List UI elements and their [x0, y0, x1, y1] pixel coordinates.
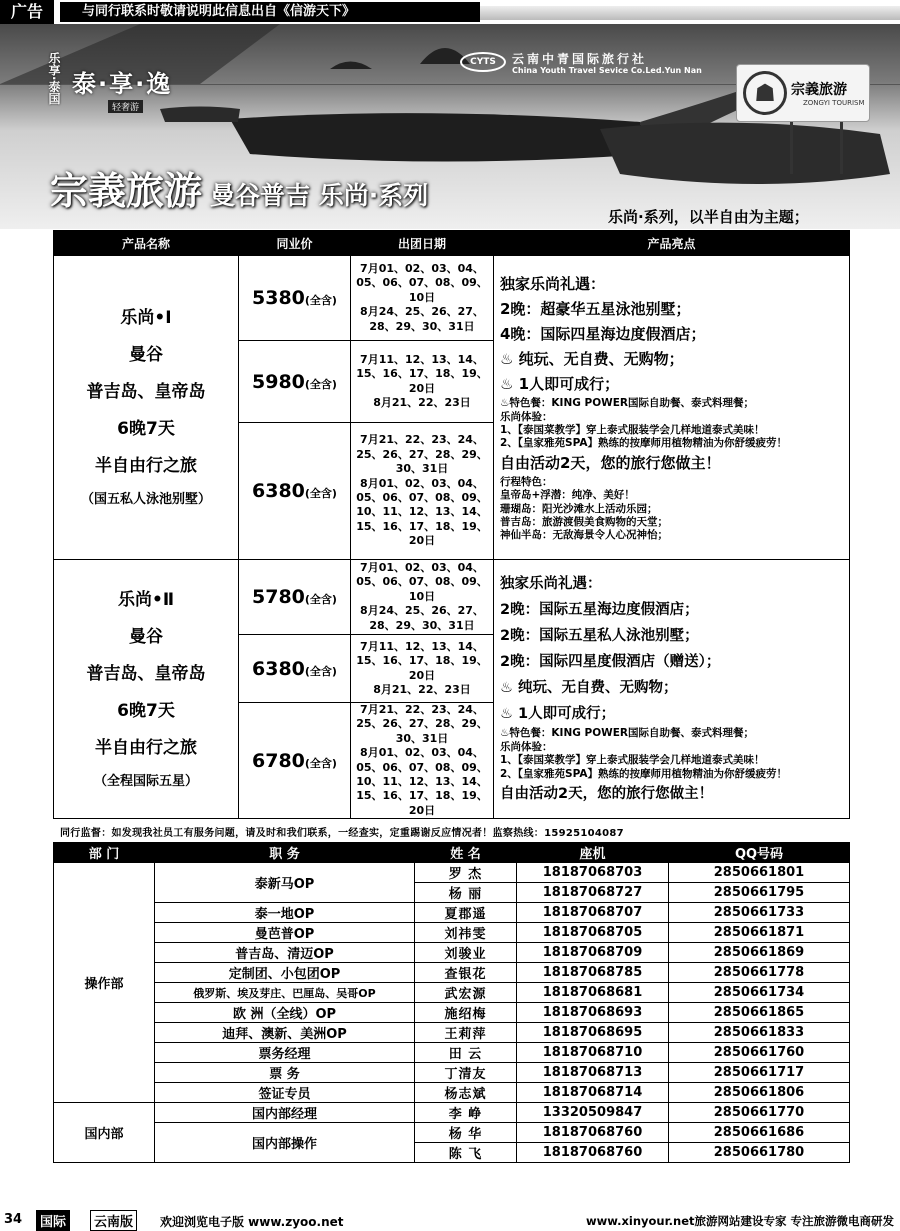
- highlight-line: 2晚：超豪华五星泳池别墅；: [500, 300, 691, 319]
- product-table-header: [54, 231, 850, 256]
- header-qq: QQ号码: [669, 843, 850, 863]
- product-name-line: 普吉岛、皇帝岛: [86, 663, 206, 684]
- staff-qq: 2850661833: [669, 1023, 850, 1043]
- staff-qq: 2850661801: [669, 863, 850, 883]
- date-line: 7月21、22、23、24、: [360, 703, 484, 716]
- banner: [0, 24, 900, 229]
- staff-phone: 18187068703: [517, 863, 669, 883]
- price-value: 5780: [252, 586, 305, 608]
- role-cell: 签证专员: [155, 1083, 415, 1103]
- highlight-line: ♨特色餐：KING POWER国际自助餐、泰式料理餐；: [500, 727, 754, 740]
- product-note: （全程国际五星）: [93, 773, 198, 789]
- logo-main-text: 泰·享·逸: [72, 70, 173, 98]
- date-line: 28、29、30、31日: [369, 618, 475, 632]
- date-line: 8月21、22、23日: [373, 395, 471, 409]
- highlight-line: 2、【皇家雅苑SPA】熟练的按摩师用植物精油为你舒缓疲劳！: [500, 437, 787, 450]
- role-cell: 普吉岛、清迈OP: [155, 943, 415, 963]
- zongyi-name: 宗義旅游: [791, 82, 847, 98]
- staff-qq: 2850661869: [669, 943, 850, 963]
- series-theme: 乐尚·系列，以半自由为主题；: [608, 208, 809, 226]
- price-tag: (全含): [304, 377, 337, 391]
- date-line: 15、16、17、18、19、: [356, 789, 488, 803]
- product-name-cell: [54, 256, 239, 560]
- date-line: 7月01、02、03、04、: [360, 560, 484, 574]
- highlight-line: 乐尚体验：: [500, 740, 553, 753]
- highlight-line: ♨ 1人即可成行；: [500, 706, 616, 723]
- role-cell: 欧 洲（全线）OP: [155, 1003, 415, 1023]
- date-line: 7月21、22、23、24、: [360, 433, 484, 447]
- page-footer: [0, 1210, 900, 1230]
- dates-cell: [351, 423, 494, 560]
- product-name-line: 乐尚•Ⅱ: [117, 589, 175, 610]
- staff-name: 杨 丽: [415, 883, 517, 903]
- staff-row: [54, 1063, 850, 1083]
- date-line: 8月24、25、26、27、: [360, 604, 484, 618]
- highlight-line: 行程特色：: [500, 475, 553, 488]
- role-cell: 曼芭普OP: [155, 923, 415, 943]
- highlights-cell: [494, 256, 850, 560]
- highlight-line: 2晚：国际五星海边度假酒店；: [500, 602, 699, 619]
- staff-qq: 2850661760: [669, 1043, 850, 1063]
- product-table: [53, 230, 850, 819]
- role-cell: 票 务: [155, 1063, 415, 1083]
- product-note: （国五私人泳池别墅）: [80, 492, 211, 507]
- header-price: 同业价: [239, 231, 351, 256]
- date-line: 7月01、02、03、04、: [360, 261, 484, 275]
- price-tag: (全含): [304, 487, 337, 500]
- highlight-line: 乐尚体验：: [500, 410, 553, 423]
- date-line: 15、16、17、18、19、: [356, 654, 488, 668]
- staff-phone: 18187068714: [517, 1083, 669, 1103]
- highlight-line: 2晚：国际五星私人泳池别墅；: [500, 628, 699, 645]
- date-line: 20日: [408, 534, 436, 548]
- product-row: [54, 256, 850, 341]
- footprint-icon: ☗: [743, 71, 787, 115]
- dates-cell: [351, 256, 494, 341]
- staff-qq: 2850661734: [669, 983, 850, 1003]
- price-cell: [239, 635, 351, 703]
- price-tag: (全含): [304, 593, 337, 606]
- product-name-line: 普吉岛、皇帝岛: [86, 382, 206, 402]
- date-line: 15、16、17、18、19、: [356, 367, 488, 381]
- staff-row: [54, 923, 850, 943]
- highlight-line: 珊瑚岛：阳光沙滩水上活动乐园；: [500, 502, 658, 515]
- date-line: 7月11、12、13、14、: [360, 639, 484, 653]
- header-name: 姓 名: [415, 843, 517, 863]
- dates-cell: [351, 703, 494, 819]
- price-cell: [239, 560, 351, 635]
- dates-cell: [351, 635, 494, 703]
- header-dates: 出团日期: [351, 231, 494, 256]
- dept-cell: 国内部: [54, 1103, 155, 1163]
- staff-name: 王莉萍: [415, 1023, 517, 1043]
- staff-phone: 18187068705: [517, 923, 669, 943]
- highlight-line: ♨特色餐：KING POWER国际自助餐、泰式料理餐；: [500, 397, 754, 410]
- agency-english: China Youth Travel Sevice Co.Led.Yun Nan: [512, 66, 702, 75]
- date-line: 10日: [408, 589, 436, 603]
- staff-name: 夏郡遥: [415, 903, 517, 923]
- role-cell: 迪拜、澳新、美洲OP: [155, 1023, 415, 1043]
- staff-phone: 18187068713: [517, 1063, 669, 1083]
- staff-phone: 18187068693: [517, 1003, 669, 1023]
- price-value: 5980: [252, 370, 305, 393]
- role-cell: 国内部经理: [155, 1103, 415, 1123]
- date-line: 28、29、30、31日: [369, 319, 475, 333]
- staff-row: [54, 1123, 850, 1143]
- source-notice: 与同行联系时敬请说明此信息出自《信游天下》: [60, 2, 480, 22]
- staff-row: [54, 1003, 850, 1023]
- highlight-line: 自由活动2天，您的旅行您做主！: [500, 453, 721, 472]
- staff-phone: 18187068785: [517, 963, 669, 983]
- cyts-icon: CYTS: [460, 52, 506, 72]
- highlight-line: 独家乐尚礼遇：: [500, 275, 606, 294]
- staff-qq: 2850661686: [669, 1123, 850, 1143]
- staff-row: [54, 963, 850, 983]
- date-line: 20日: [408, 803, 436, 817]
- staff-qq: 2850661717: [669, 1063, 850, 1083]
- staff-name: 陈 飞: [415, 1143, 517, 1163]
- section-label: 国际: [36, 1210, 70, 1231]
- staff-name: 田 云: [415, 1043, 517, 1063]
- staff-row: [54, 1023, 850, 1043]
- date-line: 20日: [408, 668, 436, 682]
- headline: [50, 160, 428, 215]
- staff-row: [54, 903, 850, 923]
- headline-brand: 宗義旅游: [50, 169, 203, 213]
- product-name-line: 乐尚•Ⅰ: [120, 308, 172, 328]
- staff-name: 刘骏业: [415, 943, 517, 963]
- date-line: 15、16、17、18、19、: [356, 519, 488, 533]
- highlight-line: 神仙半岛：无敌海景令人心况神怡；: [500, 529, 668, 542]
- role-cell: 国内部操作: [155, 1123, 415, 1163]
- logo-side-text: 乐享·泰国: [47, 52, 61, 105]
- footer-slogan: www.xinyour.net旅游网站建设专家 专注旅游微电商研发: [585, 1214, 894, 1228]
- date-line: 8月01、02、03、04、: [360, 476, 484, 490]
- staff-qq: 2850661770: [669, 1103, 850, 1123]
- zongyi-english: ZONGYI TOURISM: [803, 99, 865, 107]
- agency-name: 云南中青国际旅行社: [512, 52, 648, 66]
- staff-phone: 18187068710: [517, 1043, 669, 1063]
- price-tag: (全含): [304, 664, 337, 678]
- product-name-cell: [54, 560, 239, 819]
- highlight-line: 2、【皇家雅苑SPA】熟练的按摩师用植物精油为你舒缓疲劳！: [500, 767, 787, 780]
- date-line: 05、06、07、08、09、: [356, 491, 488, 504]
- staff-row: [54, 983, 850, 1003]
- header-highlights: 产品亮点: [494, 231, 850, 256]
- staff-row: [54, 1083, 850, 1103]
- role-cell: 泰新马OP: [155, 863, 415, 903]
- date-line: 05、06、07、08、09、: [356, 760, 488, 774]
- date-line: 20日: [408, 381, 436, 395]
- highlight-line: 2晚：国际四星度假酒店（赠送）；: [500, 654, 721, 671]
- dept-cell: 操作部: [54, 863, 155, 1103]
- highlight-line: 普吉岛：旅游渡假美食购物的天堂；: [500, 516, 668, 529]
- footer-website: 欢迎浏览电子版 www.zyoo.net: [160, 1215, 344, 1229]
- top-strip: [480, 6, 900, 20]
- product-name-line: 半自由行之旅: [95, 737, 197, 758]
- product-name-line: 6晚7天: [117, 419, 175, 439]
- role-cell: 票务经理: [155, 1043, 415, 1063]
- role-cell: 泰一地OP: [155, 903, 415, 923]
- highlight-line: 自由活动2天，您的旅行您做主！: [500, 785, 714, 802]
- date-line: 30、31日: [395, 462, 449, 476]
- headline-series: 曼谷普吉 乐尚·系列: [210, 181, 429, 210]
- header-dept: 部 门: [54, 843, 155, 863]
- staff-name: 杨 华: [415, 1123, 517, 1143]
- date-line: 10、11、12、13、14、: [356, 505, 488, 519]
- staff-phone: 18187068709: [517, 943, 669, 963]
- staff-name: 施绍梅: [415, 1003, 517, 1023]
- staff-row: [54, 1103, 850, 1123]
- highlight-line: 4晚：国际四星海边度假酒店；: [500, 325, 706, 344]
- staff-phone: 18187068760: [517, 1143, 669, 1163]
- date-line: 30、31日: [395, 731, 449, 745]
- date-line: 8月01、02、03、04、: [360, 746, 484, 760]
- staff-name: 刘祎雯: [415, 923, 517, 943]
- price-tag: (全含): [304, 294, 337, 307]
- staff-phone: 18187068695: [517, 1023, 669, 1043]
- staff-phone: 18187068681: [517, 983, 669, 1003]
- staff-row: [54, 943, 850, 963]
- header-role: 职 务: [155, 843, 415, 863]
- date-line: 10日: [408, 290, 436, 304]
- staff-name: 查银花: [415, 963, 517, 983]
- price-value: 6380: [252, 657, 305, 680]
- highlight-line: 1、【泰国菜教学】穿上泰式服装学会几样地道泰式美味！: [500, 754, 765, 767]
- highlight-line: 皇帝岛+浮潜：纯净、美好！: [500, 489, 635, 502]
- staff-name: 李 峥: [415, 1103, 517, 1123]
- price-cell: [239, 341, 351, 423]
- price-cell: [239, 703, 351, 819]
- staff-phone: 18187068727: [517, 883, 669, 903]
- staff-phone: 18187068707: [517, 903, 669, 923]
- highlight-line: 1、【泰国菜教学】穿上泰式服装学会几样地道泰式美味！: [500, 423, 765, 436]
- staff-name: 丁清友: [415, 1063, 517, 1083]
- dates-cell: [351, 560, 494, 635]
- product-name-line: 曼谷: [129, 626, 163, 647]
- staff-row: [54, 863, 850, 883]
- product-name-line: 曼谷: [129, 345, 163, 365]
- supervision-notice: 同行监督：如发现我社员工有服务问题，请及时和我们联系，一经查实，定重踢谢反应情况者！监察热线：15925104087: [60, 828, 624, 839]
- highlight-line: 独家乐尚礼遇：: [500, 576, 602, 593]
- highlight-line: ♨ 1人即可成行；: [500, 375, 620, 394]
- highlights-cell: [494, 560, 850, 819]
- product-row: [54, 560, 850, 635]
- staff-phone: 18187068760: [517, 1123, 669, 1143]
- staff-qq: 2850661780: [669, 1143, 850, 1163]
- date-line: 05、06、07、08、09、: [356, 276, 488, 290]
- price-value: 6380: [252, 480, 305, 502]
- top-bar: [0, 0, 900, 24]
- header-product-name: 产品名称: [54, 231, 239, 256]
- role-cell: 俄罗斯、埃及芽庄、巴厘岛、吴哥OP: [155, 983, 415, 1003]
- date-line: 25、26、27、28、29、: [356, 717, 488, 731]
- highlight-line: ♨ 纯玩、无自费、无购物；: [500, 350, 684, 369]
- staff-qq: 2850661733: [669, 903, 850, 923]
- zongyi-logo: [736, 64, 870, 122]
- date-line: 10、11、12、13、14、: [356, 775, 488, 789]
- ad-label: 广告: [0, 0, 54, 24]
- price-value: 6780: [252, 749, 305, 772]
- date-line: 25、26、27、28、29、: [356, 447, 488, 461]
- staff-table-header: [54, 843, 850, 863]
- staff-table: [53, 842, 850, 1163]
- staff-qq: 2850661778: [669, 963, 850, 983]
- product-name-line: 半自由行之旅: [95, 456, 197, 476]
- date-line: 8月21、22、23日: [373, 682, 471, 696]
- staff-name: 武宏源: [415, 983, 517, 1003]
- staff-qq: 2850661806: [669, 1083, 850, 1103]
- staff-row: [54, 1043, 850, 1063]
- dates-cell: [351, 341, 494, 423]
- price-value: 5380: [252, 287, 305, 309]
- date-line: 7月11、12、13、14、: [360, 352, 484, 366]
- price-tag: (全含): [304, 756, 337, 770]
- staff-phone: 13320509847: [517, 1103, 669, 1123]
- edition-label: 云南版: [90, 1210, 137, 1231]
- highlight-line: ♨ 纯玩、无自费、无购物；: [500, 680, 678, 697]
- staff-qq: 2850661795: [669, 883, 850, 903]
- staff-name: 罗 杰: [415, 863, 517, 883]
- product-name-line: 6晚7天: [117, 700, 175, 721]
- price-cell: [239, 423, 351, 560]
- agency-logo: [460, 48, 730, 88]
- price-cell: [239, 256, 351, 341]
- staff-qq: 2850661871: [669, 923, 850, 943]
- page-number: 34: [4, 1212, 23, 1227]
- staff-qq: 2850661865: [669, 1003, 850, 1023]
- date-line: 05、06、07、08、09、: [356, 575, 488, 589]
- header-phone: 座机: [517, 843, 669, 863]
- staff-name: 杨志斌: [415, 1083, 517, 1103]
- logo-sub-text: 轻奢游: [108, 100, 143, 113]
- role-cell: 定制团、小包团OP: [155, 963, 415, 983]
- date-line: 8月24、25、26、27、: [360, 305, 484, 319]
